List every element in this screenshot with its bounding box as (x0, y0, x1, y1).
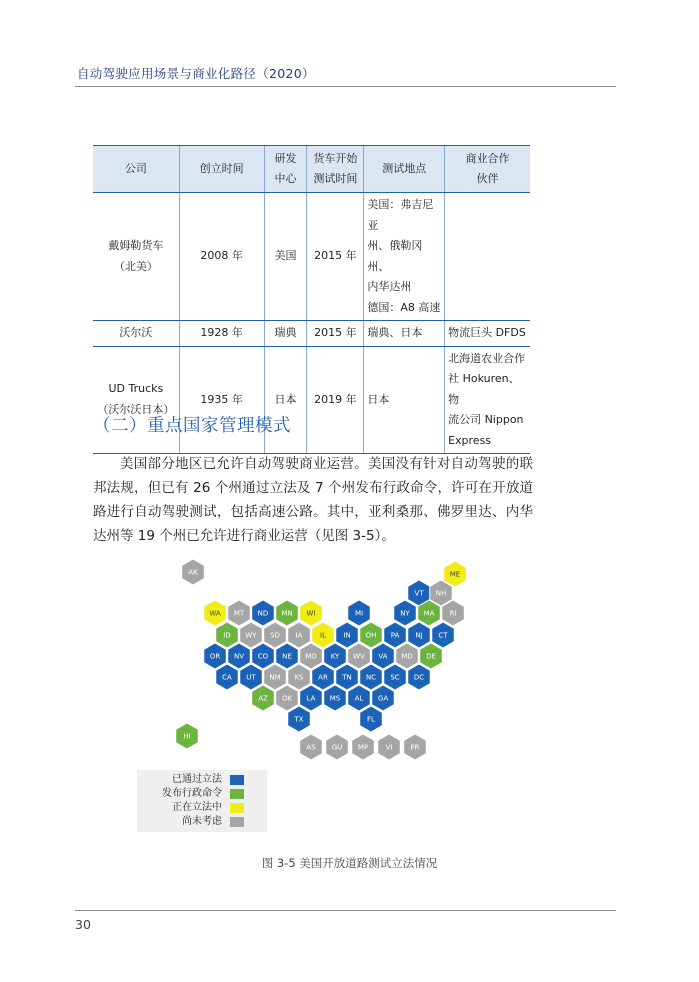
state-hex-tx (288, 706, 311, 732)
legend-swatch (230, 803, 244, 813)
table-row (93, 193, 530, 321)
state-label: TX (294, 715, 304, 724)
cell-company (93, 321, 179, 347)
state-hex-ca (216, 664, 239, 690)
state-hex-ga (372, 685, 395, 711)
state-hex-as (300, 734, 323, 760)
state-hex-la (300, 685, 323, 711)
legend-swatch (230, 817, 244, 827)
state-label: MD (401, 652, 413, 661)
state-label: MT (233, 609, 245, 618)
state-label: CO (257, 652, 269, 661)
cell-line: 公司 (124, 162, 147, 175)
cell-line: 州、俄勒冈州、 (367, 239, 423, 273)
state-hex-sd (264, 622, 287, 648)
header-cell-company (93, 146, 179, 193)
state-hex-sc (384, 664, 407, 690)
state-label: VT (414, 589, 424, 598)
state-hex-wy (240, 622, 263, 648)
state-label: KY (330, 652, 340, 661)
legend-swatch (230, 789, 244, 799)
state-hex-or (204, 643, 227, 669)
state-label: MN (281, 609, 293, 618)
cell-line: 中心 (274, 172, 297, 185)
state-label: IL (320, 631, 326, 640)
cell-line: 创立时间 (199, 162, 244, 175)
state-hex-ak (182, 559, 205, 585)
page-number: 30 (75, 917, 91, 932)
cell-line: 研发 (274, 152, 297, 165)
state-hex-co (252, 643, 275, 669)
header-divider (75, 86, 616, 87)
state-label: NH (435, 589, 447, 598)
state-label: FL (367, 715, 375, 724)
header-cell-rd (264, 146, 307, 193)
cell-line: 北海道农业合作 (448, 351, 526, 365)
cell-location (364, 193, 445, 321)
state-hex-in (336, 622, 359, 648)
cell-company (93, 193, 179, 321)
cell-location (364, 321, 445, 347)
state-label: WA (209, 609, 221, 618)
state-label: MP (357, 743, 369, 752)
state-label: HI (183, 732, 191, 741)
state-label: CT (438, 631, 448, 640)
state-label: DC (413, 673, 425, 682)
state-label: KS (294, 673, 304, 682)
state-label: PA (390, 631, 400, 640)
state-label: VI (385, 743, 393, 752)
state-label: SD (270, 631, 280, 640)
state-hex-mi (348, 600, 371, 626)
footer-divider (75, 910, 616, 911)
state-hex-wv (348, 643, 371, 669)
state-label: NY (400, 609, 410, 618)
state-hex-md (396, 643, 419, 669)
state-hex-ok (276, 685, 299, 711)
cell-partner (445, 321, 530, 347)
legend-item-executive-order (137, 787, 267, 801)
state-hex-ar (312, 664, 335, 690)
cell-founded: 2008 年 (179, 193, 264, 321)
cell-line: （北美） (113, 259, 158, 273)
body-paragraph: 美国部分地区已允许自动驾驶商业运营。美国没有针对自动驾驶的联邦法规，但已有 26 个州通过立法及 7 个州发布行政命令，许可在开放道路进行自动驾驶测试，包括高速公路。其中，亚利桑那、佛罗里达、内华达州等 19 个州已允许进行商业运营（见图 3-5）。 (93, 456, 533, 544)
state-hex-mp (352, 734, 375, 760)
state-label: UT (246, 673, 256, 682)
cell-line: 美国：弗吉尼亚 (367, 198, 434, 232)
state-hex-ut (240, 664, 263, 690)
state-hex-ne (276, 643, 299, 669)
state-label: NJ (415, 631, 423, 640)
cell-test-start: 2019 年 (307, 346, 364, 454)
state-hex-gu (326, 734, 349, 760)
state-hex-mo (300, 643, 323, 669)
cell-line: 货车开始 (313, 152, 358, 165)
state-hex-pr (404, 734, 427, 760)
truck-company-table (93, 145, 530, 454)
cell-line: 测试地点 (382, 162, 427, 175)
header-cell-partner (445, 146, 530, 193)
table-row (93, 321, 530, 347)
header-cell-test-start (307, 146, 364, 193)
state-hex-nd (252, 600, 275, 626)
state-label: AL (354, 694, 364, 703)
cell-line: 测试时间 (313, 172, 358, 185)
state-hex-oh (360, 622, 383, 648)
cell-partner (445, 346, 530, 454)
table-row (93, 346, 530, 454)
state-label: SC (390, 673, 400, 682)
state-hex-az (252, 685, 275, 711)
state-hex-ms (324, 685, 347, 711)
cell-location (364, 346, 445, 454)
cell-founded: 1935 年 (179, 346, 264, 454)
state-label: WI (306, 609, 316, 618)
state-hex-ky (324, 643, 347, 669)
running-header-title: 自动驾驶应用场景与商业化路径（2020） (77, 66, 315, 81)
hex-map-svg (135, 556, 475, 766)
state-hex-mt (228, 600, 251, 626)
state-label: OR (209, 652, 221, 661)
state-label: OK (281, 694, 293, 703)
state-label: RI (449, 609, 457, 618)
legend-label: 正在立法中 (172, 802, 222, 813)
state-hex-de (420, 643, 443, 669)
state-label: NM (269, 673, 281, 682)
table-header-row (93, 146, 530, 193)
state-label: MO (305, 652, 317, 661)
legend-item-not-considered (137, 815, 267, 829)
state-hex-il (312, 622, 335, 648)
state-label: NC (365, 673, 377, 682)
header-cell-location (364, 146, 445, 193)
state-hex-va (372, 643, 395, 669)
cell-line: Express (448, 433, 492, 447)
state-label: MA (423, 609, 435, 618)
cell-line: 戴姆勒货车 (108, 239, 164, 252)
state-hex-hi (176, 723, 199, 749)
legend-item-legislated (137, 773, 267, 787)
state-hex-wi (300, 600, 323, 626)
cell-line: 社 Hokuren、物 (448, 372, 520, 406)
state-label: IA (295, 631, 303, 640)
state-label: MI (354, 609, 364, 618)
state-hex-pa (384, 622, 407, 648)
state-hex-ct (432, 622, 455, 648)
state-hex-dc (408, 664, 431, 690)
state-label: AZ (258, 694, 268, 703)
state-hex-vi (378, 734, 401, 760)
legend-label: 尚未考虑 (182, 816, 222, 827)
state-label: ME (449, 570, 461, 579)
cell-founded: 1928 年 (179, 321, 264, 347)
state-label: NE (282, 652, 292, 661)
state-label: IN (343, 631, 351, 640)
state-label: LA (306, 694, 316, 703)
state-hex-nj (408, 622, 431, 648)
state-label: PR (410, 743, 420, 752)
cell-line: 瑞典、日本 (367, 326, 423, 339)
state-hex-ny (394, 600, 417, 626)
cell-line: 商业合作 (465, 152, 510, 165)
state-hex-id (216, 622, 239, 648)
legend-item-pending (137, 801, 267, 815)
state-label: CA (222, 673, 232, 682)
cell-rd: 瑞典 (264, 321, 307, 347)
cell-line: （沃尔沃日本） (97, 402, 175, 416)
cell-line: 内华达州 (367, 280, 412, 293)
state-label: DE (426, 652, 436, 661)
state-label: AR (318, 673, 328, 682)
state-label: VA (378, 652, 388, 661)
figure-caption: 图 3-5 美国开放道路测试立法情况 (261, 856, 438, 870)
section-title: （二）重点国家管理模式 (93, 416, 291, 436)
legend-swatch (230, 775, 244, 785)
state-label: GU (331, 743, 343, 752)
state-hex-nc (360, 664, 383, 690)
state-label: MS (329, 694, 341, 703)
state-label: ID (223, 631, 231, 640)
cell-line: 流公司 Nippon (448, 413, 524, 426)
cell-test-start: 2015 年 (307, 321, 364, 347)
map-legend (137, 770, 267, 832)
state-hex-ks (288, 664, 311, 690)
state-label: ND (257, 609, 269, 618)
state-hex-fl (360, 706, 383, 732)
state-hex-al (348, 685, 371, 711)
state-label: AS (306, 743, 316, 752)
state-hex-wa (204, 600, 227, 626)
state-label: GA (377, 694, 389, 703)
state-label: NV (233, 652, 245, 661)
state-label: TN (342, 673, 352, 682)
state-hex-tn (336, 664, 359, 690)
cell-line: 日本 (367, 392, 390, 406)
header-cell-founded (179, 146, 264, 193)
legend-label: 发布行政命令 (162, 788, 222, 799)
state-hex-ia (288, 622, 311, 648)
cell-rd: 日本 (264, 346, 307, 454)
cell-line: 沃尔沃 (119, 326, 153, 339)
cell-test-start: 2015 年 (307, 193, 364, 321)
cell-line: 物流巨头 DFDS (448, 326, 526, 339)
state-label: AK (188, 568, 198, 577)
state-label: WY (245, 631, 257, 640)
state-label: OH (365, 631, 377, 640)
state-hex-nv (228, 643, 251, 669)
cell-rd: 美国 (264, 193, 307, 321)
cell-line: UD Trucks (108, 382, 164, 396)
cell-line: 伙伴 (476, 172, 499, 185)
cell-partner (445, 193, 530, 321)
state-hex-mn (276, 600, 299, 626)
cell-line: 德国：A8 高速 (367, 300, 441, 314)
cell-company (93, 346, 179, 454)
state-label: WV (353, 652, 365, 661)
legend-label: 已通过立法 (172, 774, 222, 785)
state-hex-nm (264, 664, 287, 690)
